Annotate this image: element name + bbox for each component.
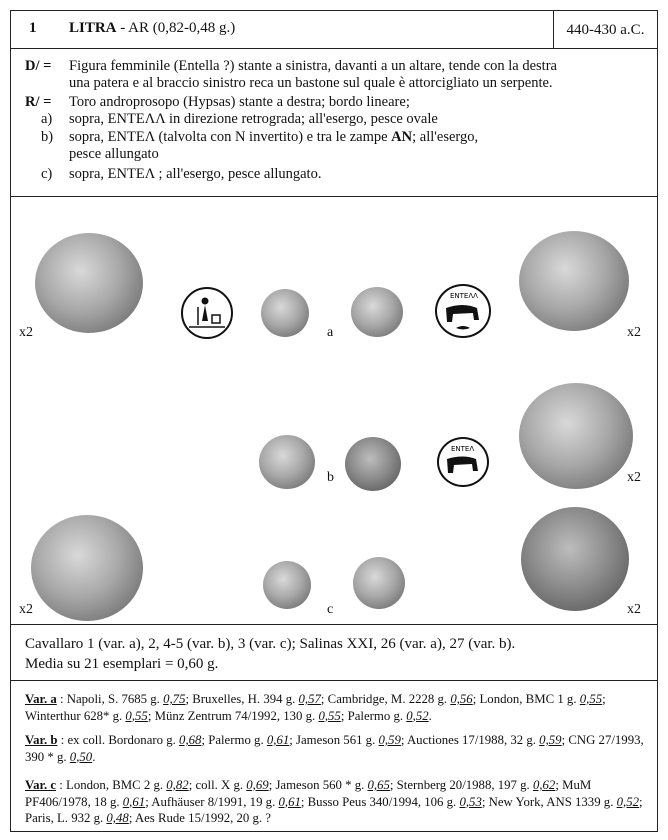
specimen-source: ; Aes Rude 15/1992, 20 g. ?: [128, 811, 271, 825]
variant-b-text-1: sopra, ΕΝΤΕΛ (talvolta con N invertito) e tra le zampe: [69, 129, 392, 145]
variant-label: Var. c: [25, 778, 57, 792]
specimen-source: ; Jameson 560 * g.: [268, 778, 368, 792]
specimen-weight: 0,68: [179, 733, 202, 747]
specimen-weight: 0,59: [378, 733, 401, 747]
variant-label: Var. a: [25, 692, 57, 706]
specimen-weight: 0,55: [318, 708, 341, 723]
specimen-weight: 0,61: [278, 794, 301, 809]
variant-b-text-2: ; all'esergo,: [412, 129, 479, 145]
entry-number: 1: [29, 20, 37, 36]
variant-b-line-2: pesce allungato: [69, 146, 159, 162]
coin-photo-obverse-c: [263, 561, 311, 609]
metal-weight: - AR (0,82-0,48 g.): [116, 20, 236, 36]
specimen-source: ; New York, ANS 1339 g.: [481, 794, 617, 809]
references-summary: [11, 625, 657, 681]
specimen-source: ; coll. X g.: [188, 778, 247, 792]
specimen-weight: 0,48: [106, 811, 129, 825]
variant-b-specimens: [25, 732, 649, 765]
reverse-label: R/ =: [25, 94, 52, 110]
specimen-weight: 0,50: [69, 749, 93, 764]
obverse-line-2: una patera e al braccio sinistro reca un bastone sul quale è attorcigliato un serpente.: [69, 75, 553, 91]
average-weight: Media su 21 esemplari = 0,60 g.: [25, 656, 219, 672]
variant-c-specimens: [25, 777, 649, 827]
figure-drawing-icon: [183, 289, 231, 337]
date-range: 440-430 a.C.: [553, 11, 657, 49]
variant-a-letter: a): [41, 111, 53, 127]
specimen-weight: 0,65: [367, 778, 390, 792]
specimen-weight: 0,62: [532, 778, 556, 792]
specimen-source: : ex coll. Bordonaro g.: [57, 733, 180, 747]
specimen-weight: 0,55: [125, 708, 148, 723]
bull-drawing-icon: [437, 286, 489, 336]
variant-b-monogram: AN: [391, 129, 413, 145]
coin-photo-obverse-b: [259, 435, 315, 489]
coin-photo-reverse-b-enlarged: [519, 383, 633, 489]
row-c-label: c: [327, 602, 334, 617]
specimen-source: ; Winterthur 628* g.: [25, 692, 606, 723]
specimen-weight: 0,69: [246, 778, 269, 792]
coin-drawing-reverse-a: [435, 284, 491, 338]
svg-text:ΕΝΤΕΛ: ΕΝΤΕΛ: [451, 445, 475, 453]
svg-text:ΕΝΤΕΛΛ: ΕΝΤΕΛΛ: [450, 292, 478, 300]
scale-label: x2: [19, 325, 33, 340]
coin-description: [11, 49, 657, 197]
reverse-line-1: Toro androprosopo (Hypsas) stante a destra; bordo lineare;: [69, 94, 410, 110]
references-line: Cavallaro 1 (var. a), 2, 4-5 (var. b), 3 (var. c); Salinas XXI, 26 (var. a), 27 (var. b).: [25, 636, 516, 652]
variant-b-letter: b): [41, 129, 54, 145]
scale-label: x2: [627, 325, 641, 340]
specimen-source: ; MuM PF406/1978, 18 g.: [25, 778, 592, 809]
coin-drawing-obverse-a: [181, 287, 233, 339]
row-a-label: a: [327, 325, 334, 340]
specimen-source: ; Auctiones 17/1988, 32 g.: [400, 733, 540, 747]
variant-c-text: sopra, ΕΝΤΕΛ ; all'esergo, pesce allungato.: [69, 166, 322, 182]
specimen-source: ; Münz Zentrum 74/1992, 130 g.: [147, 708, 319, 723]
specimen-weight: 0,52: [406, 708, 429, 723]
specimen-weight: 0,61: [122, 794, 146, 809]
entry-title: [69, 20, 235, 37]
specimen-source: ; Busso Peus 340/1994, 106 g.: [300, 794, 460, 809]
catalog-page: [10, 10, 658, 832]
coin-drawing-reverse-b: [437, 437, 489, 487]
coin-photo-reverse-b: [345, 437, 401, 491]
coin-plates: [11, 197, 657, 625]
obverse-line-1: Figura femminile (Entella ?) stante a sinistra, davanti a un altare, tende con la destra: [69, 58, 557, 74]
specimen-source: ; Palermo g.: [201, 733, 267, 747]
specimen-weight: 0,52: [616, 794, 640, 809]
variant-c-letter: c): [41, 166, 53, 182]
specimen-source: : London, BMC 2 g.: [56, 778, 167, 792]
specimen-source: ; Aufhäuser 8/1991, 19 g.: [145, 794, 279, 809]
specimen-weight: 0,75: [163, 692, 186, 706]
specimen-weight: 0,57: [298, 692, 321, 706]
specimen-source: ; CNG 27/1993, 390 * g.: [25, 733, 644, 764]
coin-photo-reverse-a: [351, 287, 403, 337]
scale-label: x2: [627, 602, 641, 617]
specimen-weight: 0,61: [266, 733, 290, 747]
specimen-weight: 0,55: [579, 692, 603, 706]
obverse-label: D/ =: [25, 58, 52, 74]
variant-label: Var. b: [25, 733, 58, 747]
row-b-label: b: [327, 470, 334, 485]
coin-photo-reverse-a-enlarged: [519, 231, 629, 331]
coin-photo-obverse-a-enlarged: [35, 233, 143, 333]
denomination: LITRA: [69, 20, 117, 36]
specimen-source: ; Sternberg 20/1988, 197 g.: [389, 778, 533, 792]
specimen-source: .: [428, 708, 432, 723]
specimen-weight: 0,53: [459, 794, 482, 809]
specimen-source: ; Jameson 561 g.: [289, 733, 379, 747]
specimen-weight: 0,59: [539, 733, 562, 747]
entry-header: [11, 11, 657, 49]
specimen-weight: 0,56: [450, 692, 473, 706]
specimen-source: ; Paris, L. 932 g.: [25, 794, 643, 825]
specimen-source: ; Bruxelles, H. 394 g.: [185, 692, 299, 706]
scale-label: x2: [627, 470, 641, 485]
variant-a-specimens: [25, 691, 649, 724]
specimen-source: ; Cambridge, M. 2228 g.: [320, 692, 451, 706]
coin-photo-reverse-c-enlarged: [521, 507, 629, 611]
scale-label: x2: [19, 602, 33, 617]
specimen-source: ; Palermo g.: [340, 708, 407, 723]
variant-a-text: sopra, ΕΝΤΕΛΛ in direzione retrograda; all'esergo, pesce ovale: [69, 111, 438, 127]
coin-photo-obverse-a: [261, 289, 309, 337]
bull-drawing-icon: [439, 439, 487, 485]
variant-b-text: [69, 129, 649, 146]
specimen-source: : Napoli, S. 7685 g.: [56, 692, 164, 706]
specimen-source: ; London, BMC 1 g.: [472, 692, 580, 706]
specimen-weight: 0,82: [166, 778, 189, 792]
coin-photo-obverse-c-enlarged: [31, 515, 143, 621]
coin-photo-reverse-c: [353, 557, 405, 609]
specimen-source: .: [92, 749, 96, 764]
